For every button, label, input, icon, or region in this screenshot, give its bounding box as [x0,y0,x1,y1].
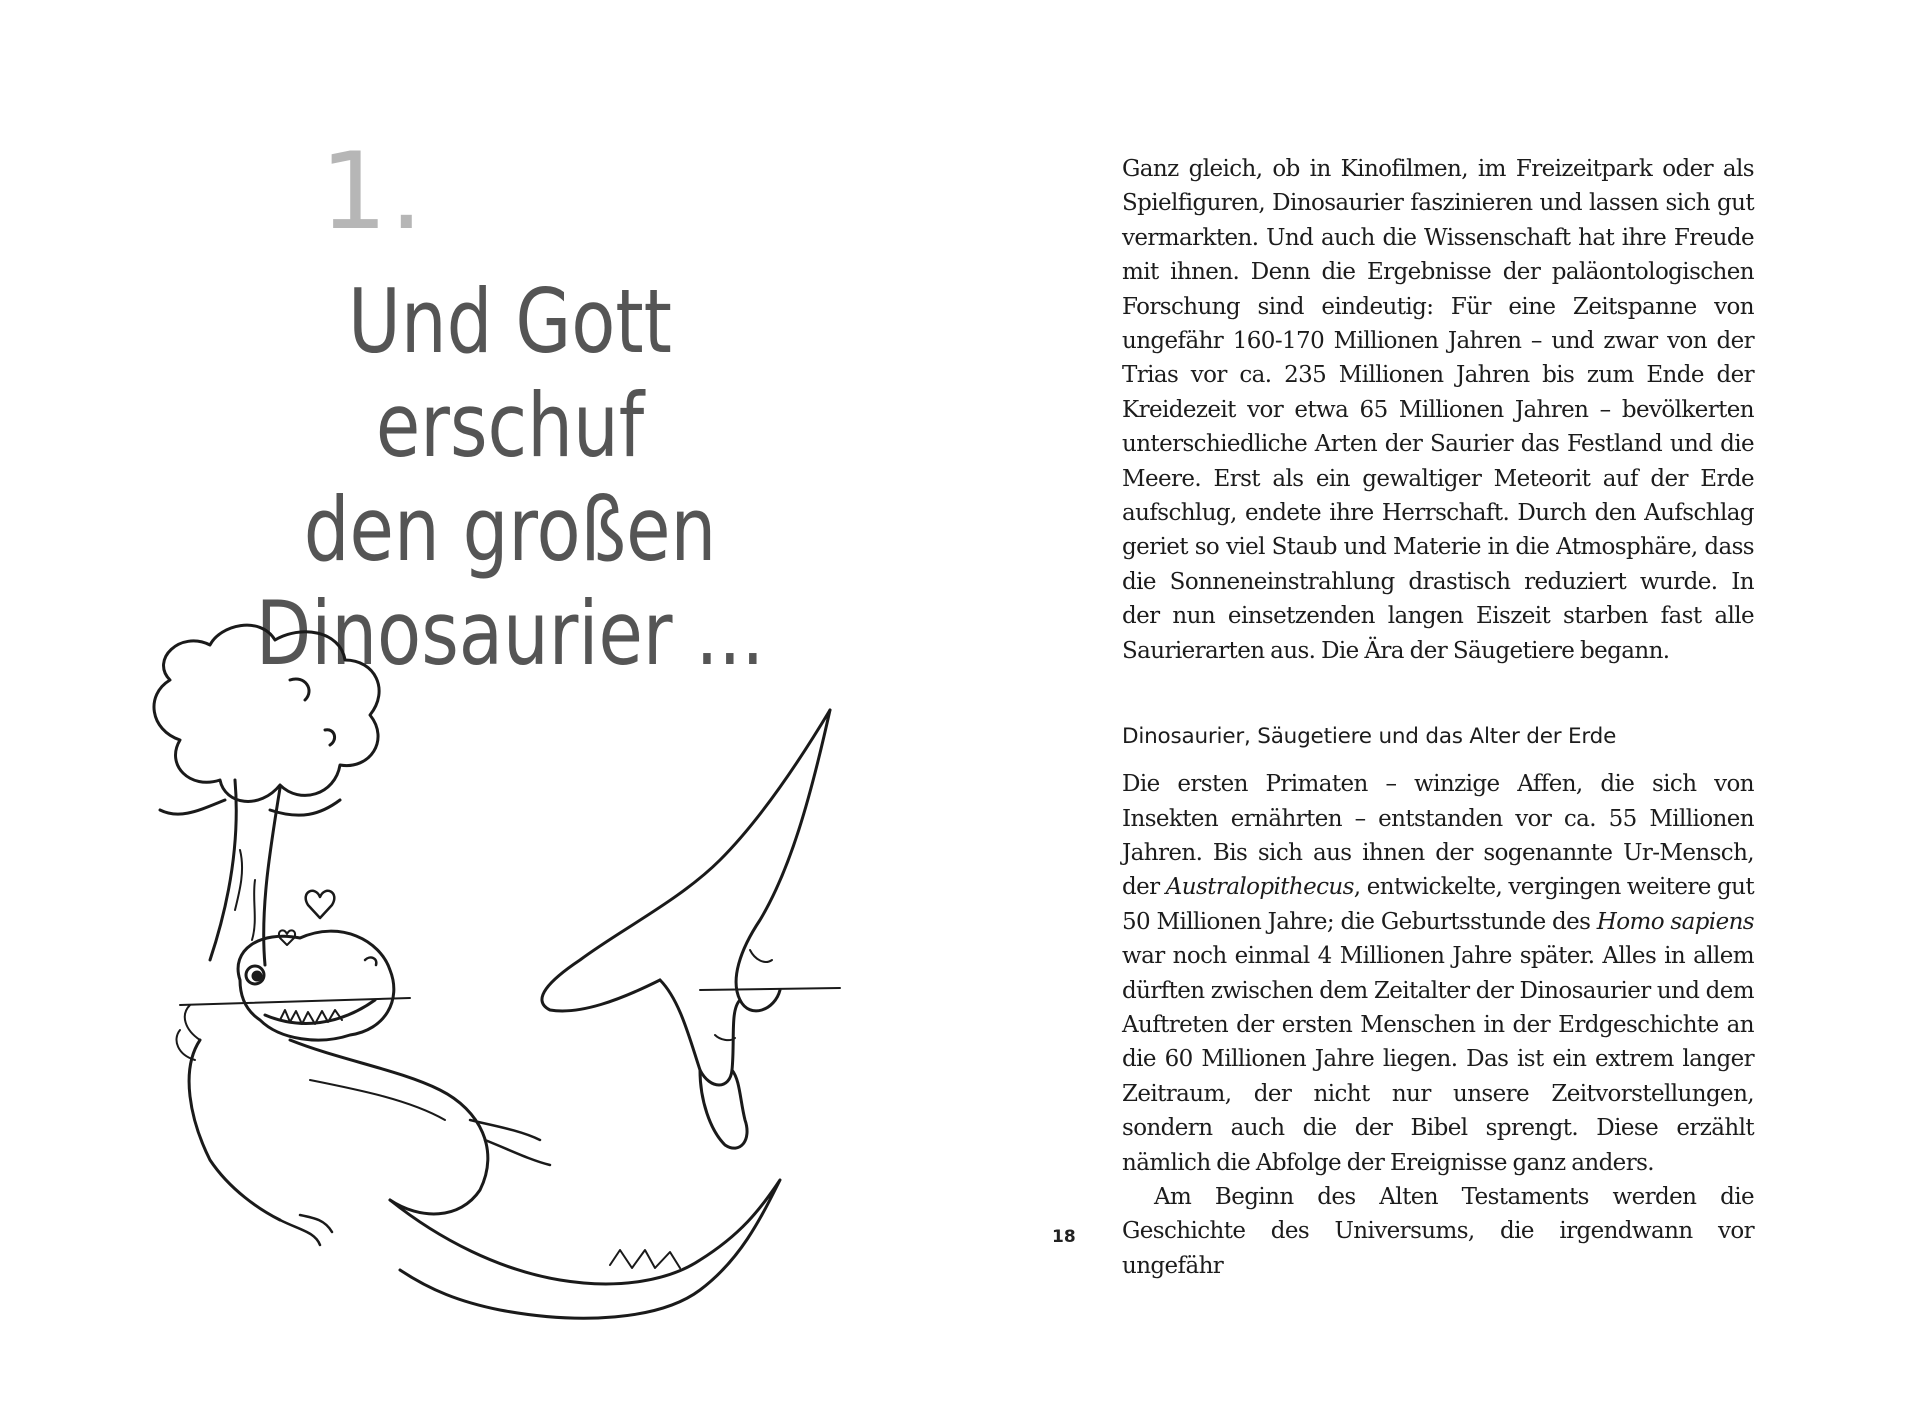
dinosaur-tail [390,1180,780,1318]
chapter-title-line: den großen [303,478,717,581]
chapter-number: 1. [320,130,426,253]
chapter-title-line: Dinosaurier ... [255,582,765,685]
italic-term: Homo sapiens [1596,908,1754,935]
body-text-column [1122,152,1754,1283]
dinosaur-belly [310,1080,445,1120]
italic-term: Australopithecus [1165,874,1354,901]
dinosaur-illustration [140,620,880,1340]
body-paragraph [1122,767,1754,1180]
section-subheading: Dinosaurier, Säugetiere und das Alter der Erde [1122,724,1617,750]
text-run: Die ersten Primaten – winzige Affen, die sich von Insekten ernährten – entstanden vor ca. 55 Millionen Jahren. Bis sich aus ihnen der sogenannte Ur-Mensch, der [1122,771,1754,901]
dinosaur-tail-spikes [610,1250,680,1268]
tree-bark [235,850,255,940]
hand-finger [700,1070,747,1148]
dinosaur-body [290,1040,488,1214]
hand-knuckle [715,950,772,1040]
text-run: war noch einmal 4 Millionen Jahre später. Alles in allem dürften zwischen dem Zeitalter der Dinosaurier und dem Auftreten der ersten Menschen in der Erdgeschichte an die 60 Millionen Jahre liegen. Das ist ein extrem langer Zeitraum, der nicht nur unsere Zeitvorstellungen, sondern auch die der Bibel sprengt. Diese erzählt nämlich die Abfolge der Ereignisse ganz anders. [1122,943,1754,1176]
tree-canopy-detail [290,679,309,700]
hand-finger [736,710,830,1011]
tree-canopy [154,625,379,801]
heart-icon [306,891,335,918]
dinosaur-leg [280,1215,332,1245]
text-run: , entwickelte, vergingen weitere gut 50 Millionen Jahre; die Geburtsstunde des [1122,874,1754,935]
dinosaur-pupil [253,972,261,980]
dinosaur-frill [176,1005,200,1060]
dinosaur-mouth [265,1000,375,1023]
body-paragraph: Ganz gleich, ob in Kinofilmen, im Freizeitpark oder als Spielfiguren, Dinosaurier faszinieren und lassen sich gut vermarkten. Und auch die Wissenschaft hat ihre Freude mit ihnen. Denn die Ergebnisse der paläontologischen Forschung sind eindeutig: Für eine Zeitspanne von ungefähr 160-170 Millionen Jahren – und zwar von der Trias vor ca. 235 Millionen Jahren bis zum Ende der Kreidezeit vor etwa 65 Millionen Jahren – bevölkerten unterschiedliche Arten der Saurier das Festland und die Meere. Erst als ein gewaltiger Meteorit auf der Erde aufschlug, endete ihre Herrschaft. Durch den Aufschlag geriet so viel Staub und Materie in die Atmosphäre, dass die Sonneneinstrahlung drastisch reduziert wurde. In der nun einsetzenden langen Eiszeit starben fast alle Saurierarten aus. Die Ära der Säugetiere begann. [1122,156,1754,664]
tree-canopy-detail [325,730,335,745]
page-number: 18 [1052,1227,1076,1247]
dinosaur-nostril [365,958,376,965]
body-paragraph: Am Beginn des Alten Testaments werden die Geschichte des Universums, die irgendwann vor ungefähr [1122,1183,1754,1279]
dinosaur-arm [470,1120,550,1165]
chapter-title-line: Und Gott erschuf [348,270,672,477]
dinosaur-body [189,1040,280,1220]
